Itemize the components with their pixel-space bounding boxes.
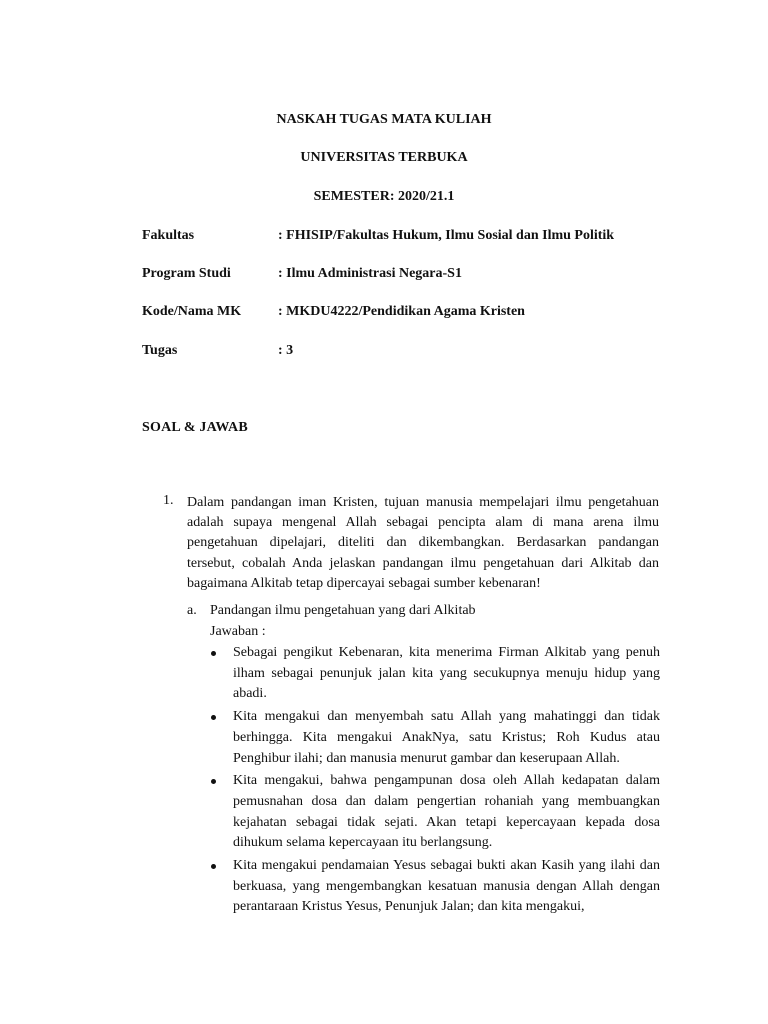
list-item (210, 643, 660, 705)
question-text: Dalam pandangan iman Kristen, tujuan manusia mempelajari ilmu pengetahuan adalah supaya mengenal Allah sebagai pencipta alam di mana arena ilmu pengetahuan dipelajari, diteliti dan dikembangkan. Berdasarkan pandangan tersebut, cobalah Anda jelaskan pandangan ilmu pengetahuan dari Alkitab dan bagaimana Alkitab tetap dipercayai sebagai sumber kebenaran! (187, 495, 659, 591)
semester-title: SEMESTER: 2020/21.1 (313, 189, 455, 204)
list-item (210, 856, 660, 918)
university-name: UNIVERSITAS TERBUKA (300, 150, 468, 165)
bullet-icon (211, 715, 216, 720)
answer-label: Jawaban : (210, 624, 266, 639)
field-label-fakultas: Fakultas (142, 228, 195, 243)
field-label-tugas: Tugas (142, 343, 178, 358)
field-value-kode-nama-mk: : MKDU4222/Pendidikan Agama Kristen (278, 304, 525, 319)
answer-text: Kita mengakui, bahwa pengampunan dosa oleh Allah kedapatan dalam pemusnahan dosa dan dalam pengertian rohaniah yang membuangkan kejahatan sebagai tidak sejati. Akan tetapi kepercayaan kepada dosa dihukum selama kepercayaan itu berlangsung. (233, 773, 660, 851)
answer-text: Kita mengakui pendamaian Yesus sebagai bukti akan Kasih yang ilahi dan berkuasa, yang mengembangkan kesatuan manusia dengan Allah dengan perantaraan Kristus Yesus, Penunjuk Jalan; dan kita mengakui, (233, 858, 660, 915)
field-label-program-studi: Program Studi (142, 266, 231, 281)
bullet-icon (211, 864, 216, 869)
list-item (210, 771, 660, 854)
section-heading: SOAL & JAWAB (142, 420, 248, 435)
answer-list (210, 643, 660, 920)
field-value-program-studi: : Ilmu Administrasi Negara-S1 (278, 266, 462, 281)
sub-question-letter: a. (187, 603, 197, 618)
document-title: NASKAH TUGAS MATA KULIAH (276, 112, 492, 127)
bullet-icon (211, 779, 216, 784)
field-value-tugas: : 3 (278, 343, 294, 358)
question-number: 1. (163, 493, 174, 508)
sub-question-text: Pandangan ilmu pengetahuan yang dari Alkitab (210, 603, 476, 618)
bullet-icon (211, 651, 216, 656)
list-item (210, 707, 660, 769)
field-label-kode-nama-mk: Kode/Nama MK (142, 304, 242, 319)
answer-text: Kita mengakui dan menyembah satu Allah yang mahatinggi dan tidak berhingga. Kita mengakui AnakNya, satu Kristus; Roh Kudus atau Penghibur ilahi; dan manusia menurut gambar dan keserupaan Allah. (233, 709, 660, 766)
answer-text: Sebagai pengikut Kebenaran, kita menerima Firman Alkitab yang penuh ilham sebagai penunjuk jalan kita yang secukupnya menuju hidup yang abadi. (233, 645, 660, 702)
field-value-fakultas: : FHISIP/Fakultas Hukum, Ilmu Sosial dan Ilmu Politik (278, 228, 615, 243)
